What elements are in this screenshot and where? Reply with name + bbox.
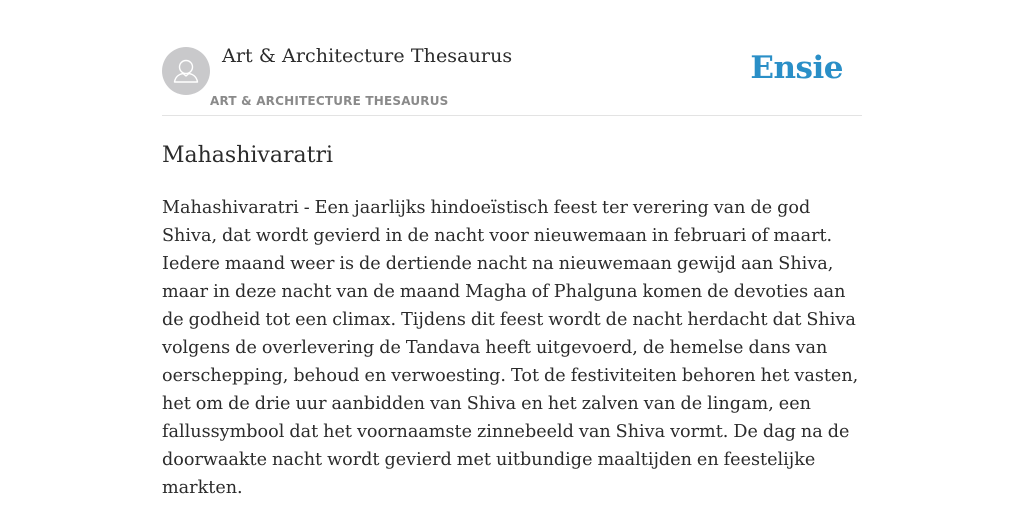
avatar[interactable] — [162, 47, 210, 95]
entry-header — [162, 40, 862, 116]
entry-title: Mahashivaratri — [162, 143, 333, 168]
user-silhouette-icon — [162, 47, 210, 95]
source-title[interactable]: Art & Architecture Thesaurus — [222, 45, 513, 67]
entry-definition: Mahashivaratri - Een jaarlijks hindoeïstisch feest ter verering van de god Shiva, dat wordt gevierd in de nacht voor nieuwemaan in februari of maart. Iedere maand weer is de dertiende nacht na nieuwemaan gewijd aan Shiva, maar in deze nacht van de maand Magha of Phalguna komen de devoties aan de godheid tot een climax. Tijdens dit feest wordt de nacht herdacht dat Shiva volgens de overlevering de Tandava heeft uitgevoerd, de hemelse dans van oerschepping, behoud en verwoesting. Tot de festiviteiten behoren het vasten, het om de drie uur aanbidden van Shiva en het zalven van de lingam, een fallussymbool dat het voornaamste zinnebeeld van Shiva vormt. De dag na de doorwaakte nacht wordt gevierd met uitbundige maaltijden en feestelijke markten. — [162, 198, 859, 498]
ensie-logo[interactable]: Ensie — [750, 50, 843, 86]
entry-card — [162, 40, 862, 502]
source-subtitle: ART & ARCHITECTURE THESAURUS — [210, 94, 449, 108]
